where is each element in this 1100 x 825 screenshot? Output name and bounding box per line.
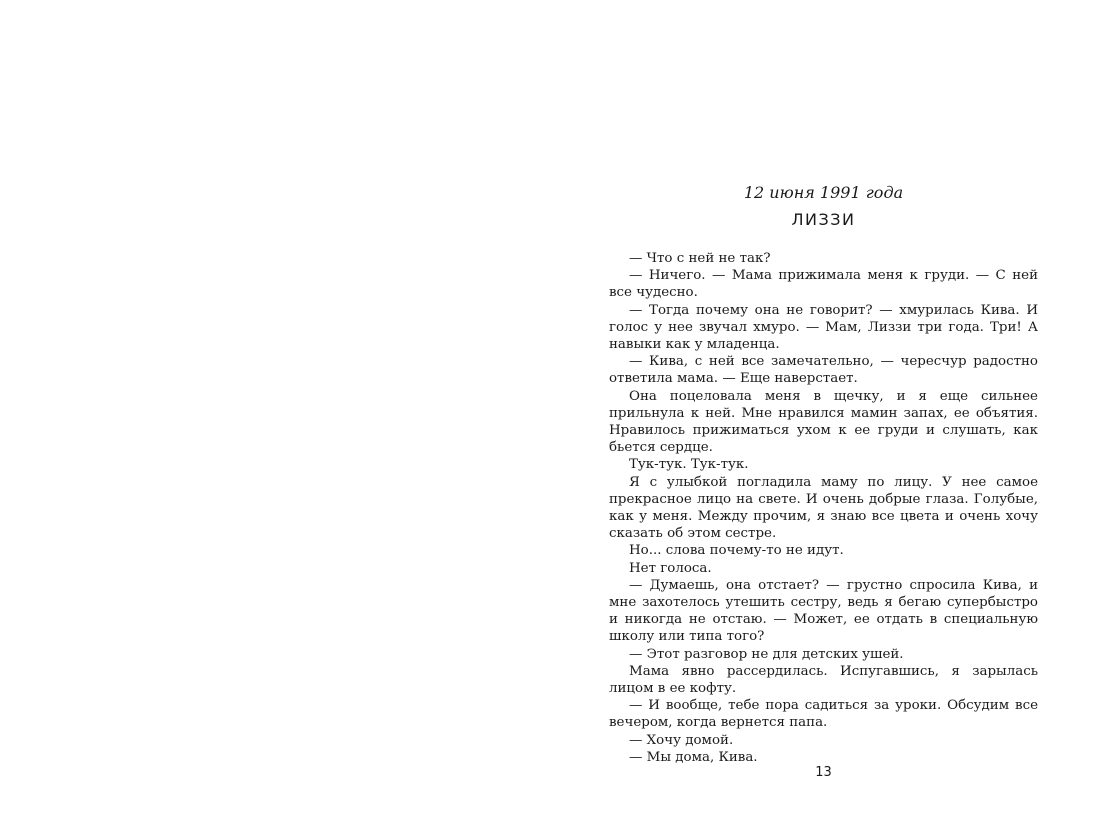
paragraph: Я с улыбкой погладила маму по лицу. У нее самое прекрасное лицо на свете. И очень добрые глаза. Голубые, как у меня. Между прочим, я знаю все цвета и очень хочу сказать об этом сестре. <box>609 474 1038 542</box>
paragraph: Нет голоса. <box>629 560 712 576</box>
paragraph: — Хочу домой. <box>629 732 734 748</box>
paragraph: Тук-тук. Тук-тук. <box>629 457 749 473</box>
body-text <box>609 250 1038 766</box>
date-heading: 12 июня 1991 года <box>743 183 904 202</box>
paragraph: — Кива, с ней все замечательно, — чересчур радостно ответила мама. — Еще наверстает. <box>609 354 1038 387</box>
page-number: 13 <box>815 765 832 780</box>
paragraph: Она поцеловала меня в щечку, и я еще сильнее прильнула к ней. Мне нравился мамин запах, ее объятия. Нравилось прижиматься ухом к ее груди и слушать, как бьется сердце. <box>609 388 1038 456</box>
paragraph: — И вообще, тебе пора садиться за уроки. Обсудим все вечером, когда вернется папа. <box>609 698 1038 731</box>
paragraph: — Этот разговор не для детских ушей. <box>629 646 904 662</box>
paragraph: — Мы дома, Кива. <box>629 749 758 765</box>
paragraph: Но... слова почему-то не идут. <box>629 543 844 559</box>
paragraph: — Думаешь, она отстает? — грустно спросила Кива, и мне захотелось утешить сестру, ведь я бегаю супербыстро и никогда не отстаю. — Может, ее отдать в специальную школу или типа того? <box>609 577 1038 645</box>
chapter-title: ЛИЗЗИ <box>791 210 856 229</box>
paragraph: — Ничего. — Мама прижимала меня к груди. — С ней все чудесно. <box>609 268 1038 301</box>
paragraph: Мама явно рассердилась. Испугавшись, я зарылась лицом в ее кофту. <box>609 663 1038 697</box>
paragraph: — Что с ней не так? <box>629 251 771 266</box>
paragraph: — Тогда почему она не говорит? — хмурилась Кива. И голос у нее звучал хмуро. — Мам, Лиззи три года. Три! А навыки как у младенца. <box>609 302 1038 353</box>
